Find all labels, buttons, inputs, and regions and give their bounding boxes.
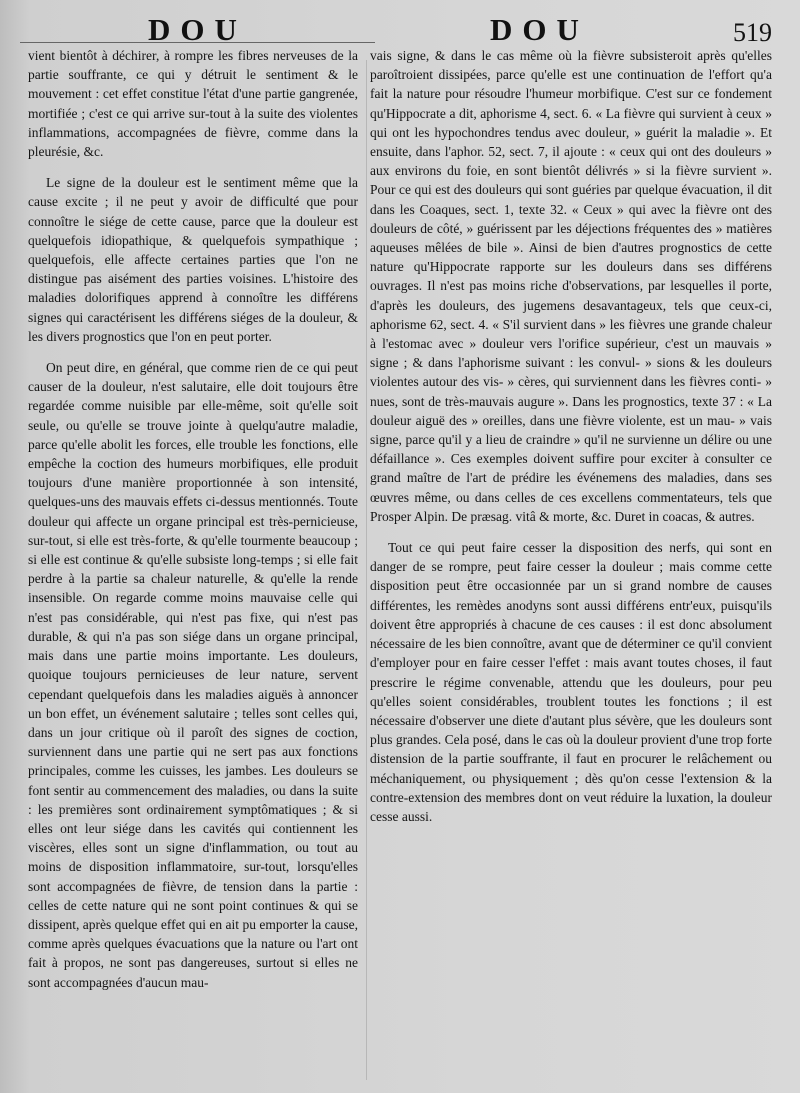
header-rule xyxy=(20,42,375,43)
left-paragraph-2: Le signe de la douleur est le sentiment même que la cause excite ; il ne peut y avoir de difficulté que pour connoître le siége de cette cause, parce que la douleur est quelquefois idiopathique, & quelquefois sympathique ; quelquefois, elle affecte certaines parties que l'on ne distingue pas aisément des parties voisines. L'histoire des maladies dolorifiques apprend à connoître les différens signes qui caractérisent les différens siéges de la douleur, & les divers prognostics que l'on en peut porter. xyxy=(28,175,358,344)
right-column xyxy=(370,46,772,838)
running-head-left: DOU xyxy=(148,12,247,47)
left-column xyxy=(28,46,358,1004)
left-paragraph-3: On peut dire, en général, que comme rien de ce qui peut causer de la douleur, n'est salutaire, elle doit toujours être regardée comme nuisible par elle-même, soit qu'elle soit seule, ou qu'elle se trouve jointe à quelqu'autre maladie, parce qu'elle abolit les forces, elle trouble les fonctions, elle empêche la coction des humeurs morbifiques, elle produit toujours d'une manière proportionnée à son intensité, quelques-uns des mauvais effets ci-dessus mentionnés. Toute douleur qui affecte un organe principal est très-pernicieuse, sur-tout, si elle est très-forte, & qu'elle tourmente beaucoup ; si elle est continue & qu'elle subsiste long-temps ; si elle fait perdre à la partie sa chaleur naturelle, & qu'elle la rende insensible. On regarde comme moins mauvaise celle qui n'est pas considérable, qui n'est pas fixe, qui n'est pas durable, & qui n'a pas son siége dans un organe principal, mais dans une partie moins importante. Les douleurs, quoique toujours pernicieuses de leur nature, servent cependant quelquefois dans les maladies aiguës à annoncer un bon effet, un événement salutaire ; telles sont celles qui, dans un jour critique où il paroît des signes de coction, surviennent dans une partie qui ne sert pas aux fonctions principales, comme les cuisses, les jambes. Les douleurs se font sentir au commencement des maladies, ou dans la suite : les premières sont ordinairement symptômatiques ; & si elles ont leur siége dans les cavités qui contiennent les viscères, elles sont un signe d'inflammation, ou tout au moins de disposition inflammatoire, sur-tout, lorsqu'elles sont accompagnées de fièvre, de tension dans la partie : celles de cette nature qui ne sont point continues & qui se dissipent, après quelque effet qui en ait pu emporter la cause, comme après quelques évacuations que la nature ou l'art ont fait à propos, ne sont pas dangereuses, surtout si elles ne sont accompagnées d'aucun mau- xyxy=(28,360,358,990)
page-number: 519 xyxy=(733,18,772,47)
right-paragraph-1: vais signe, & dans le cas même où la fièvre subsisteroit après qu'elles paroîtroient dissipées, parce qu'elle est une continuation de l'effort qu'a fait la nature pour résoudre l'humeur morbifique. C'est sur ce fondement qu'Hippocrate a dit, aphorisme 4, sect. 6. « La fièvre qui survient à ceux » qui ont les hypochondres tendus avec douleur, » guérit la maladie ». Et ensuite, dans l'aphor. 52, sect. 7, il ajoute : « ceux qui ont des douleurs » aux environs du foie, en sont bientôt délivrés » si la fièvre survient ». Pour ce qui est des douleurs qui sont guéries par quelque évacuation, il dit dans les Coaques, sect. 1, texte 32. « Ceux » qui avec la fièvre ont des douleurs de côté, » guérissent par les déjections fréquentes des » matières aqueuses mêlées de bile ». Ainsi de bien d'autres prognostics de cette nature qu'Hippocrate rapporte sur les douleurs dans ses différens ouvrages. Il n'est pas moins riche d'observations, par lesquelles il porte, d'après les douleurs, des jugemens desavantageux, tels que ceux-ci, aphorisme 62, sect. 4. « S'il survient dans » les fièvres une grande chaleur à l'estomac avec » douleur vers l'orifice supérieur, c'est un mauvais » signe ; & dans l'aphorisme suivant : les convul- » sions & les douleurs violentes autour des vis- » cères, qui surviennent dans les fièvres conti- » nues, sont de très-mauvais augure ». Dans les prognostics, texte 37 : « La douleur aiguë des » oreilles, dans une fièvre violente, est un mau- » vais signe, parce qu'il y a lieu de craindre » qu'il ne survienne un délire ou une défaillance ». Ces exemples doivent suffire pour exciter à consulter ce grand maître de l'art de prédire les événemens des maladies, dans ses œuvres même, ou dans celles de ces excellens commentateurs, tels que Prosper Alpin. De præsag. vitâ & morte, &c. Duret in coacas, & autres. xyxy=(370,48,772,524)
column-gutter xyxy=(366,60,367,1080)
left-paragraph-1: vient bientôt à déchirer, à rompre les fibres nerveuses de la partie souffrante, ce qui y détruit le sentiment & le mouvement : cet effet constitue l'état d'une partie gangrenée, mortifiée ; c'est ce qui arrive sur-tout à la suite des violentes inflammations, accompagnées de fièvre, comme dans la pleurésie, &c. xyxy=(28,48,358,160)
running-head-right: DOU xyxy=(490,12,589,47)
right-paragraph-2: Tout ce qui peut faire cesser la disposition des nerfs, qui sont en danger de se rompre, peut faire cesser la douleur ; mais comme cette disposition peut être occasionnée par un si grand nombre de causes différentes, les remèdes anodyns sont aussi différens entr'eux, puisqu'ils doivent être appropriés à chacune de ces causes : il est donc absolument nécessaire de les bien connoître, avant que de déterminer ce qu'il convient d'employer pour en faire cesser l'effet : mais avant toutes choses, il faut prescrire le régime convenable, attendu que les douleurs, pour peu qu'elles soient considérables, troublent toutes les fonctions ; il est nécessaire d'observer une diete d'autant plus sévère, que les douleurs sont plus grandes. Cela posé, dans le cas où la douleur provient d'une trop forte distension de la partie souffrante, il faut en procurer le relâchement ou méchaniquement, ou physiquement ; dès qu'on cesse l'extension & la contre-extension des membres dont on veut réduire la luxation, la douleur cesse aussi. xyxy=(370,540,772,824)
